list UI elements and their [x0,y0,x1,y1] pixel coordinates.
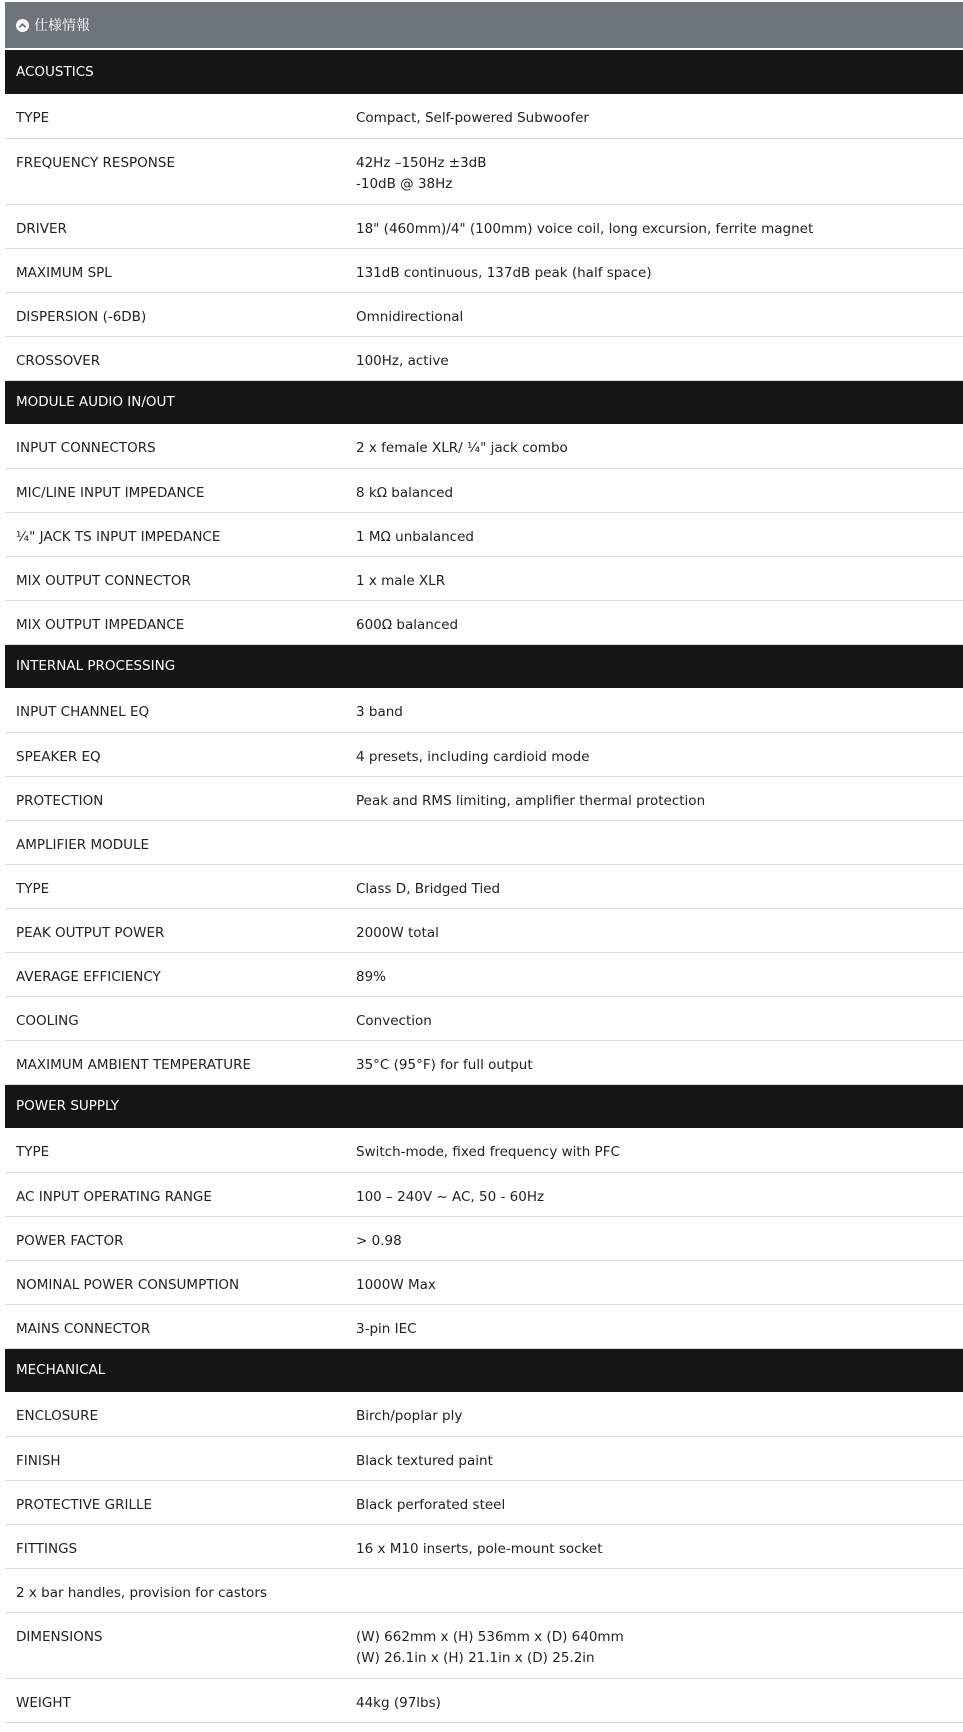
spec-value [356,1128,963,1172]
spec-value-line: 100Hz, active [356,352,449,369]
spec-value-line: Birch/poplar ply [356,1408,463,1424]
spec-value-line: 89% [356,968,387,985]
spec-row [5,1040,963,1084]
spec-value [356,1480,963,1524]
spec-label: DISPERSION (-6DB) [5,292,356,336]
spec-value [356,952,963,996]
spec-value-line: 44kg (97lbs) [356,1694,441,1711]
section-header [5,1348,963,1392]
spec-label: DRIVER [5,204,356,248]
spec-value-line: 1 MΩ unbalanced [356,528,474,545]
spec-value [356,94,963,138]
spec-row [5,1678,963,1722]
section-title: MECHANICAL [5,1348,963,1392]
spec-label: MIX OUTPUT CONNECTOR [5,556,356,600]
spec-value-line: 100 – 240V ~ AC, 50 - 60Hz [356,1188,545,1205]
spec-row [5,468,963,512]
spec-row [5,600,963,644]
spec-value [356,1568,963,1612]
spec-label: FINISH [5,1436,356,1480]
section-header [5,644,963,688]
spec-value [356,556,963,600]
accordion-title: 仕様情報 [34,18,90,34]
spec-value [356,864,963,908]
spec-row [5,864,963,908]
spec-label: INPUT CONNECTORS [5,424,356,468]
spec-value-line: Class D, Bridged Tied [356,880,501,897]
spec-value [356,600,963,644]
spec-row [5,1216,963,1260]
spec-label: ¼" JACK TS INPUT IMPEDANCE [5,512,356,556]
section-header [5,1084,963,1128]
spec-value [356,1040,963,1084]
spec-row [5,996,963,1040]
spec-row [5,1304,963,1348]
spec-row [5,952,963,996]
spec-label: MIX OUTPUT IMPEDANCE [5,600,356,644]
spec-row [5,1128,963,1172]
spec-value-line: 3-pin IEC [356,1320,417,1337]
spec-table [5,50,963,1723]
spec-value-line: Black perforated steel [356,1496,506,1513]
spec-value [356,292,963,336]
spec-row [5,688,963,732]
spec-value-line: 2 x female XLR/ ¼" jack combo [356,440,568,456]
spec-label: TYPE [5,94,356,138]
spec-label: AVERAGE EFFICIENCY [5,952,356,996]
spec-row [5,292,963,336]
spec-value [356,1436,963,1480]
spec-label: FREQUENCY RESPONSE [5,138,356,204]
spec-row [5,908,963,952]
spec-value [356,512,963,556]
spec-label: FITTINGS [5,1524,356,1568]
spec-value-line: 2000W total [356,924,439,941]
spec-label: WEIGHT [5,1678,356,1722]
spec-value-line: 16 x M10 inserts, pole-mount socket [356,1540,603,1557]
spec-row [5,1392,963,1436]
spec-value-line: Compact, Self-powered Subwoofer [356,110,589,126]
spec-row [5,204,963,248]
spec-value [356,204,963,248]
section-header [5,50,963,94]
spec-value-line: Switch-mode, fixed frequency with PFC [356,1144,620,1160]
spec-value-line: 1 x male XLR [356,572,446,589]
spec-value [356,1260,963,1304]
spec-row [5,1480,963,1524]
spec-row [5,732,963,776]
spec-label: ENCLOSURE [5,1392,356,1436]
spec-row [5,248,963,292]
spec-value-line: (W) 662mm x (H) 536mm x (D) 640mm [356,1628,624,1645]
spec-value [356,1172,963,1216]
section-header [5,380,963,424]
spec-value-line: Convection [356,1012,432,1029]
spec-value-line: Black textured paint [356,1452,493,1469]
spec-label: AMPLIFIER MODULE [5,820,356,864]
section-title: INTERNAL PROCESSING [5,644,963,688]
spec-value-line: Peak and RMS limiting, amplifier thermal protection [356,792,706,809]
spec-row [5,512,963,556]
spec-label: MAINS CONNECTOR [5,1304,356,1348]
spec-label: PROTECTIVE GRILLE [5,1480,356,1524]
spec-value-line: (W) 26.1in x (H) 21.1in x (D) 25.2in [356,1649,595,1666]
spec-label: INPUT CHANNEL EQ [5,688,356,732]
spec-value-line: 1000W Max [356,1276,436,1293]
spec-label: SPEAKER EQ [5,732,356,776]
spec-row [5,1172,963,1216]
section-title: ACOUSTICS [5,50,963,94]
spec-value-line: 131dB continuous, 137dB peak (half space) [356,264,652,281]
spec-value-line: 35°C (95°F) for full output [356,1056,533,1073]
spec-value [356,1678,963,1722]
spec-label: NOMINAL POWER CONSUMPTION [5,1260,356,1304]
spec-row [5,1568,963,1612]
spec-label: CROSSOVER [5,336,356,380]
spec-row [5,138,963,204]
spec-label: AC INPUT OPERATING RANGE [5,1172,356,1216]
spec-value [356,424,963,468]
spec-value [356,908,963,952]
spec-value [356,688,963,732]
spec-row [5,1612,963,1678]
spec-value-line: 4 presets, including cardioid mode [356,748,590,765]
spec-row [5,820,963,864]
spec-label: 2 x bar handles, provision for castors [5,1568,356,1612]
spec-value-line: 42Hz –150Hz ±3dB [356,154,487,171]
spec-value-line: 600Ω balanced [356,616,459,633]
spec-value [356,468,963,512]
spec-label: MAXIMUM AMBIENT TEMPERATURE [5,1040,356,1084]
spec-label: MAXIMUM SPL [5,248,356,292]
spec-value [356,776,963,820]
section-title: MODULE AUDIO IN/OUT [5,380,963,424]
spec-value [356,1524,963,1568]
spec-row [5,94,963,138]
spec-row [5,556,963,600]
spec-row [5,1436,963,1480]
spec-value-line: 8 kΩ balanced [356,484,454,501]
chevron-up-circle-icon [16,19,29,32]
spec-accordion [5,2,963,1723]
spec-value [356,336,963,380]
spec-value [356,1392,963,1436]
spec-label: PROTECTION [5,776,356,820]
spec-row [5,424,963,468]
spec-row [5,1524,963,1568]
spec-value-line: -10dB @ 38Hz [356,175,453,192]
spec-row [5,336,963,380]
spec-value-line: > 0.98 [356,1232,402,1249]
spec-row [5,776,963,820]
spec-value [356,1304,963,1348]
spec-value [356,248,963,292]
spec-value-line: 3 band [356,704,403,720]
spec-value [356,1216,963,1260]
spec-label: POWER FACTOR [5,1216,356,1260]
spec-label: DIMENSIONS [5,1612,356,1678]
spec-value [356,996,963,1040]
section-title: POWER SUPPLY [5,1084,963,1128]
spec-label: TYPE [5,1128,356,1172]
spec-value [356,1612,963,1678]
spec-label: PEAK OUTPUT POWER [5,908,356,952]
spec-accordion-toggle[interactable] [5,2,963,48]
spec-value-line: 18" (460mm)/4" (100mm) voice coil, long excursion, ferrite magnet [356,220,814,237]
spec-label: COOLING [5,996,356,1040]
spec-row [5,1260,963,1304]
spec-value [356,138,963,204]
spec-label: MIC/LINE INPUT IMPEDANCE [5,468,356,512]
spec-value-line: Omnidirectional [356,308,464,325]
spec-value [356,820,963,864]
spec-label: TYPE [5,864,356,908]
spec-value [356,732,963,776]
